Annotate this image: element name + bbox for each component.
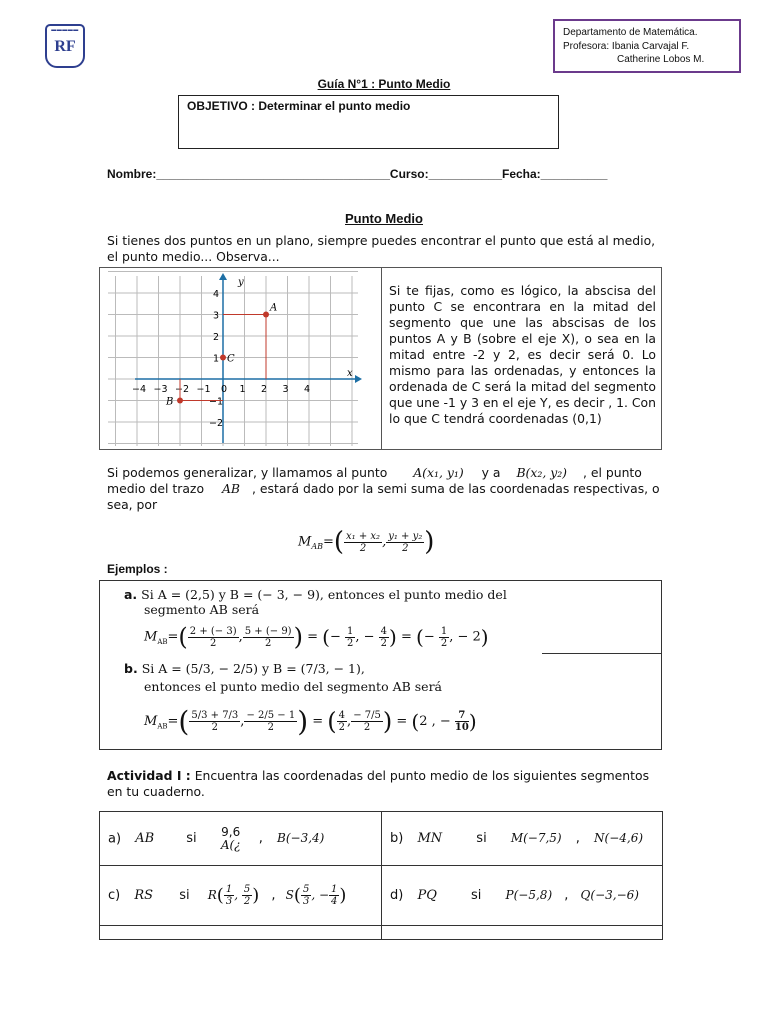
graph-divider: [381, 268, 382, 449]
example-b: [124, 661, 442, 698]
x-tick-label: −1: [196, 384, 211, 395]
objective-box: OBJETIVO : Determinar el punto medio: [178, 95, 559, 149]
activity-item-d: d) PQ si P(−5,8) , Q(−3,−6): [382, 866, 663, 926]
professor-line-2: Catherine Lobos M.: [617, 54, 705, 65]
page-title: Guía N°1 : Punto Medio: [317, 77, 451, 91]
y-tick-label: 3: [213, 310, 220, 322]
formula-den1: 2: [359, 542, 367, 554]
y-tick-label: −1: [209, 396, 224, 408]
x-tick-label: 4: [304, 384, 311, 395]
y-tick-label: 2: [213, 332, 220, 343]
point-a-general: A(x₁, y₁): [413, 465, 464, 480]
logo-text: RF: [54, 38, 76, 55]
section-title: Punto Medio: [345, 211, 423, 226]
point-label-b: B: [166, 396, 174, 408]
x-tick-label: 2: [261, 384, 268, 395]
item-si: si: [476, 831, 487, 846]
point-c: [220, 355, 226, 361]
department-name: Departamento de Matemática.: [563, 27, 698, 38]
generalization-text: [107, 465, 667, 513]
point-b-general: B(x₂, y₂): [516, 465, 568, 480]
formula-sub: AB: [311, 542, 323, 552]
item-letter: d): [390, 888, 404, 903]
y-axis-arrow: [219, 273, 227, 280]
activity-item-c: c) RS si R( $\frac{1}{3}$ , $\frac{5}{2}$ ) , S( $\frac{5}{3}$ , − $\frac{1}{4}$ ): [100, 866, 382, 926]
y-tick-label: 1: [213, 353, 220, 365]
coordinate-graph: [100, 268, 380, 450]
item-c-p1: R( $\frac{1}{3}$ , $\frac{5}{2}$ ): [207, 884, 260, 907]
gen-part-1: Si podemos generalizar, y llamamos al punto: [107, 465, 388, 480]
x-tick-label: −3: [153, 384, 168, 395]
gen-part-4: , estará dado por la semi suma de las coordenadas respectivas, o sea, por: [107, 481, 660, 512]
segment-ab: AB: [221, 481, 241, 496]
activity-empty-cell: [382, 926, 663, 940]
x-tick-label: 1: [239, 384, 246, 395]
examples-box: [99, 580, 662, 750]
item-a-p1: A(¿: [220, 837, 241, 852]
activity-text: [107, 768, 662, 800]
item-letter: a): [108, 831, 122, 846]
x-tick-label: −4: [132, 384, 147, 395]
item-a-p2: B(−3,4): [277, 831, 325, 845]
formula-num1: x₁ + x₂: [346, 530, 381, 542]
school-logo: ▬▬▬▬▬ RF: [45, 24, 85, 68]
point-a: [263, 312, 269, 318]
activity-table: [99, 811, 663, 940]
x-axis-label: x: [347, 368, 353, 379]
activity-instructions: Encuentra las coordenadas del punto medio de los siguientes segmentos en tu cuaderno.: [107, 768, 650, 799]
item-b-p1: M(−7,5): [510, 831, 562, 845]
example-b-text: Si A = (5/3, − 2/5) y B = (7/3, − 1),: [141, 661, 365, 676]
x-tick-label: −2: [175, 384, 190, 395]
student-info-line: Nombre:___________________________________Curso:___________Fecha:__________: [107, 167, 608, 181]
gen-part-3: , el punto medio del trazo: [107, 465, 642, 496]
point-label-c: C: [227, 353, 235, 365]
item-a-point-a: [221, 826, 241, 852]
x-tick-label: 3: [282, 384, 289, 395]
item-c-p2: S( $\frac{5}{3}$ , − $\frac{1}{4}$ ): [285, 884, 347, 907]
explanation-text: Si te fijas, como es lógico, la abscisa del punto C se encontrara en la mitad del segmento que une las abscisas de los puntos A y B (sobre el eje X), o sea en la mitad entre -2 y 2, es decir será 0. Lo mismo para las ordenadas, y entonces la ordenada de C será la mitad del segmento que une -1 y 3 en el eje Y, es decir , 1. Con lo que C tendrá coordenadas (0,1): [389, 283, 656, 426]
item-letter: c): [108, 888, 121, 903]
item-d-p2: Q(−3,−6): [580, 888, 639, 902]
formula-den2: 2: [402, 542, 409, 554]
formula-num2: y₁ + y₂: [388, 530, 423, 542]
example-b-formula-text: [100, 581, 101, 582]
item-b-p2: N(−4,6): [594, 831, 644, 845]
example-a: [124, 587, 507, 617]
intro-paragraph: Si tienes dos puntos en un plano, siempre puedes encontrar el punto que está al medio, el punto medio... Observa...: [107, 233, 656, 264]
examples-divider: [542, 653, 662, 654]
x-tick-label: 0: [221, 384, 228, 395]
item-segment: PQ: [417, 888, 437, 903]
y-tick-label: 4: [213, 289, 220, 300]
activity-item-b: b) MN si M(−7,5) , N(−4,6): [382, 812, 663, 866]
item-si: si: [179, 888, 190, 903]
item-si: si: [471, 888, 482, 903]
examples-label: Ejemplos :: [107, 562, 168, 576]
point-b: [177, 398, 183, 404]
item-si: si: [186, 831, 197, 846]
example-b-text2: entonces el punto medio del segmento AB será: [144, 679, 443, 694]
professor-line-1: Profesora: Ibania Carvajal F.: [563, 40, 690, 52]
item-segment: RS: [134, 888, 154, 903]
item-segment: AB: [135, 831, 155, 846]
department-box: [553, 19, 741, 73]
example-a-text: Si A = (2,5) y B = (− 3, − 9), entonces el punto medio del: [141, 587, 507, 602]
item-letter: b): [390, 831, 404, 846]
example-b-formula: $M_{AB}=$( $\frac{5/3 + 7/3}{2}$ , $\frac{- 2/5 - 1}{2}$ ) = ( $\frac{4}{2}$ , $\frac{- 7/5}{2}$ ) = (2 , − $\frac{7}{10}$ ): [144, 705, 477, 738]
example-b-label: b.: [124, 661, 138, 676]
item-d-p1: P(−5,8): [505, 888, 553, 902]
y-tick-label: −2: [209, 418, 224, 429]
formula-m: M: [298, 534, 312, 550]
point-label-a: A: [270, 302, 278, 314]
midpoint-formula: $M_{AB}=$( $\frac{\text{x₁ + x₂}}{2}$ , $\frac{\text{y₁ + y₂}}{2}$ ): [298, 527, 435, 557]
example-a-formula: $M_{AB}=$( $\frac{2 + (- 3)}{2}$ , $\frac{5 + (- 9)}{2}$ ) = (− $\frac{1}{2}$ , − $\frac{4}{2}$ ) = (− $\frac{1}{2}$ , − 2): [144, 623, 489, 651]
activity-label: Actividad I :: [107, 768, 191, 783]
activity-item-a: a) AB si 9,6 A(¿ , B(−3,4): [100, 812, 382, 866]
example-a-label: a.: [124, 587, 138, 602]
item-segment: MN: [417, 831, 443, 846]
y-axis-label: y: [238, 277, 244, 288]
activity-empty-cell: [100, 926, 382, 940]
x-axis-arrow: [355, 375, 362, 383]
item-a-extra: 9,6: [221, 824, 241, 839]
gen-part-2: y a: [481, 465, 501, 480]
example-a-text2: segmento AB será: [144, 602, 260, 617]
